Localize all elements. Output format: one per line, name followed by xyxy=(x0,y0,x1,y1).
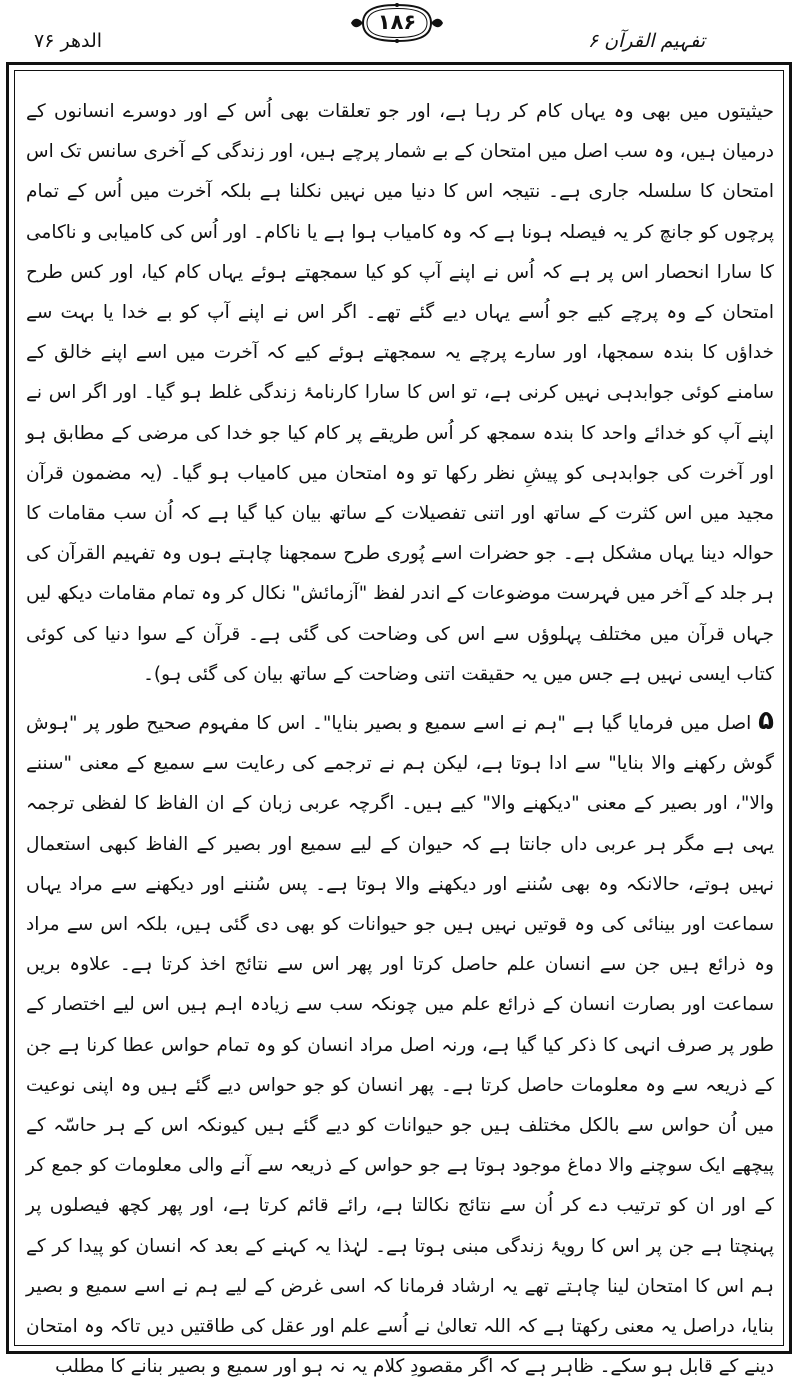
surah-label: الدھر ۷۶ xyxy=(34,30,103,52)
page-number: ۱۸۶ xyxy=(377,10,417,34)
footnote-number: ۵ xyxy=(758,706,774,737)
page-body xyxy=(26,92,774,1388)
book-title: تفہیم القرآن ۶ xyxy=(587,30,705,52)
page-number-badge xyxy=(349,2,445,44)
page-header xyxy=(0,0,800,62)
body-paragraph: حیثیتوں میں بھی وہ یہاں کام کر رہا ہے، اور جو تعلقات بھی اُس کے اور دوسرے انسانوں کے درمیان ہیں، وہ سب اصل میں امتحان کے بے شمار پرچے ہیں، اور زندگی کے آخری سانس تک اس امتحان کا سلسلہ جاری ہے۔ نتیجہ اس کا دنیا میں نہیں نکلنا ہے بلکہ آخرت میں اُس کے تمام پرچوں کو جانچ کر یہ فیصلہ ہونا ہے کہ وہ کامیاب ہوا ہے یا ناکام۔ اور اُس کی کامیابی و ناکامی کا سارا انحصار اس پر ہے کہ اُس نے اپنے آپ کو کیا سمجھتے ہوئے یہاں کام کیا، اور کس طرح امتحان کے وہ پرچے کیے جو اُسے یہاں دیے گئے تھے۔ اگر اس نے اپنے آپ کو بے خدا یا بہت سے خداؤں کا بندہ سمجھا، اور سارے پرچے یہ سمجھتے ہوئے کیے کہ آخرت میں اسے اپنے خالق کے سامنے کوئی جوابدہی نہیں کرنی ہے، تو اس کا سارا کارنامۂ زندگی غلط ہو گیا۔ اور اگر اس نے اپنے آپ کو خدائے واحد کا بندہ سمجھ کر اُس طریقے پر کام کیا جو خدا کی مرضی کے مطابق ہو اور آخرت کی جوابدہی کو پیشِ نظر رکھا تو وہ امتحان میں کامیاب ہو گیا۔ (یہ مضمون قرآن مجید میں اس کثرت کے ساتھ اور اتنی تفصیلات کے ساتھ بیان کیا گیا ہے کہ اُن سب مقامات کا حوالہ دینا یہاں مشکل ہے۔ جو حضرات اسے پُوری طرح سمجھنا چاہتے ہوں وہ تفہیم القرآن کی ہر جلد کے آخر میں فہرست موضوعات کے اندر لفظ "آزمائش" نکال کر وہ تمام مقامات دیکھ لیں جہاں قرآن میں مختلف پہلوؤں سے اس کی وضاحت کی گئی ہے۔ قرآن کے سوا دنیا کی کوئی کتاب ایسی نہیں ہے جس میں یہ حقیقت اتنی وضاحت کے ساتھ بیان کی گئی ہو)۔ xyxy=(26,101,774,685)
footnote-paragraph xyxy=(26,701,774,1387)
footnote-text: اصل میں فرمایا گیا ہے "ہم نے اسے سمیع و بصیر بنایا"۔ اس کا مفہوم صحیح طور پر "ہوش گوش رکھنے والا بنایا" سے ادا ہوتا ہے، لیکن ہم نے ترجمے کی رعایت سے سمیع کے معنی "سننے والا"، اور بصیر کے معنی "دیکھنے والا" کیے ہیں۔ اگرچہ عربی زبان کے ان الفاظ کا لفظی ترجمہ یہی ہے مگر ہر عربی داں جانتا ہے کہ حیوان کے لیے سمیع اور بصیر کے الفاظ کبھی استعمال نہیں ہوتے، حالانکہ وہ بھی سُننے اور دیکھنے والا ہوتا ہے۔ پس سُننے اور دیکھنے سے مراد یہاں سماعت اور بینائی کی وہ قوتیں نہیں ہیں جو حیوانات کو بھی دی گئی ہیں، بلکہ اس سے مراد وہ ذرائع ہیں جن سے انسان علم حاصل کرتا اور پھر اس سے نتائج اخذ کرتا ہے۔ علاوہ بریں سماعت اور بصارت انسان کے ذرائع علم میں چونکہ سب سے زیادہ اہم ہیں اس لیے اختصار کے طور پر صرف انہی کا ذکر کیا گیا ہے، ورنہ اصل مراد انسان کو وہ تمام حواس عطا کرنا ہے جن کے ذریعہ سے وہ معلومات حاصل کرتا ہے۔ پھر انسان کو جو حواس دیے گئے ہیں وہ اپنی نوعیت میں اُن حواس سے بالکل مختلف ہیں جو حیوانات کو دیے گئے ہیں کیونکہ اس کے ہر حاسّہ کے پیچھے ایک سوچنے والا دماغ موجود ہوتا ہے جو حواس کے ذریعہ سے آنے والی معلومات کو جمع کر کے اور ان کو ترتیب دے کر اُن سے نتائج نکالتا ہے، رائے قائم کرتا ہے، اور پھر کچھ فیصلوں پر پہنچتا ہے جن پر اس کا رویۂ زندگی مبنی ہوتا ہے۔ لہٰذا یہ کہنے کے بعد کہ انسان کو پیدا کر کے ہم اس کا امتحان لینا چاہتے تھے یہ ارشاد فرمانا کہ اسی غرض کے لیے ہم نے اسے سمیع و بصیر بنایا، دراصل یہ معنی رکھتا ہے کہ اللہ تعالیٰ نے اُسے علم اور عقل کی طاقتیں دیں تاکہ وہ امتحان دینے کے قابل ہو سکے۔ ظاہر ہے کہ اگر مقصودِ کلام یہ نہ ہو اور سمیع و بصیر بنانے کا مطلب xyxy=(26,713,774,1378)
